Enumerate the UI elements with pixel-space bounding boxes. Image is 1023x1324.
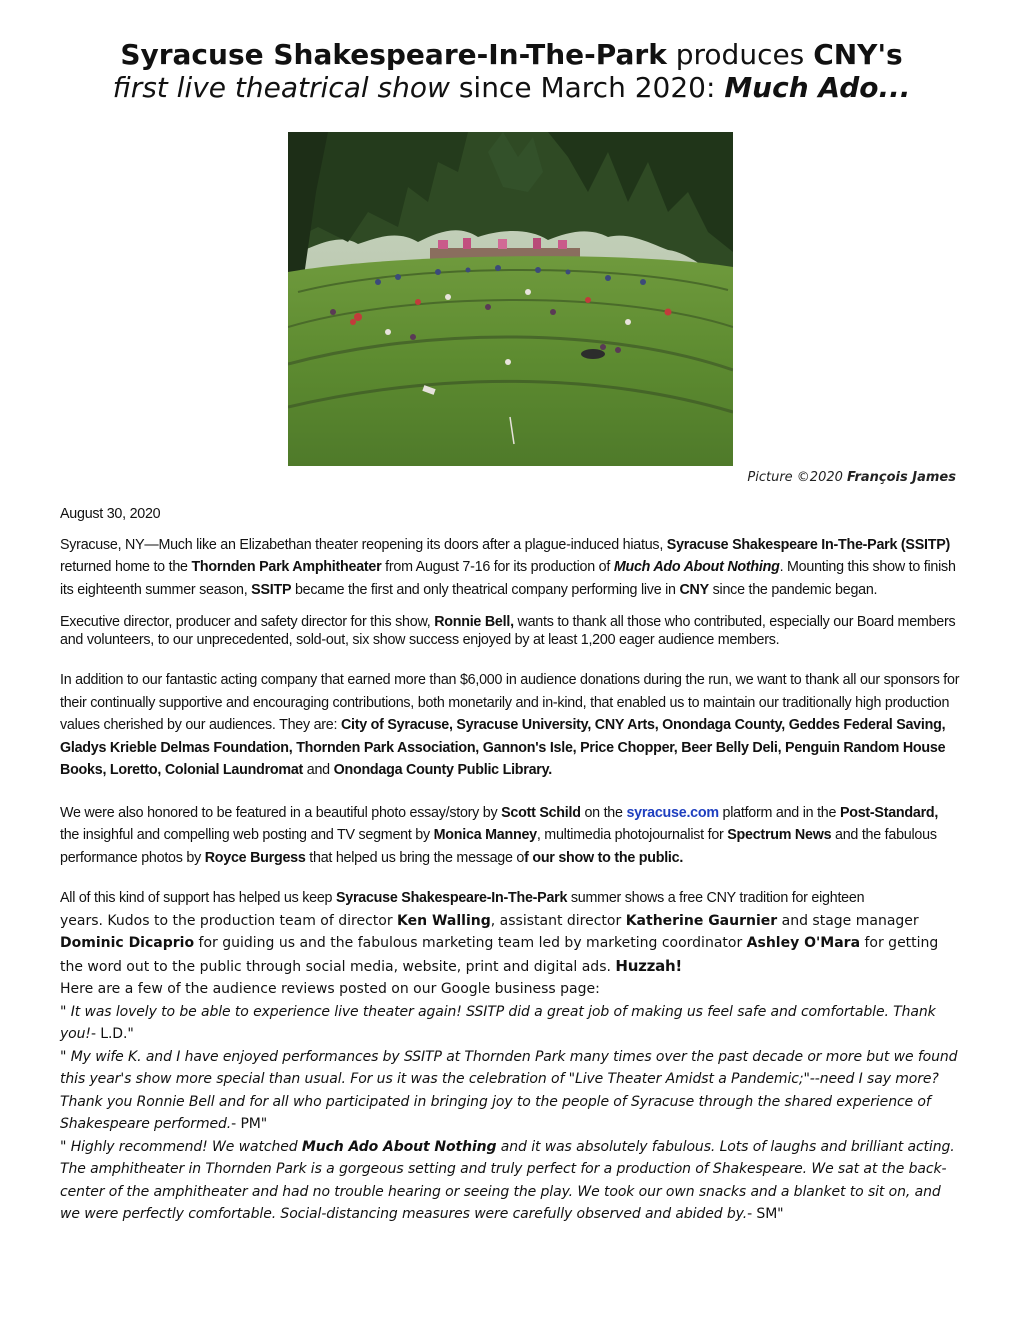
text-run: wants to thank all those who contributed, especially our Board members and volunteers, to our unprecedented, sold-out, six show success enjoyed by at least 1,200 eager audience members. <box>60 614 956 648</box>
review-text: and it was absolutely fabulous. Lots of laughs and brilliant acting. The amphitheater in Thornden Park is a gorgeous setting and truly perfect for a production of Shakespeare. We sat at the back-center of the amphitheater and had no trouble hearing or seeing the play. We took our own snacks and a blanket to sit on, and we were perfectly comfortable. Social-distancing measures were carefully observed and abided by. <box>60 1138 955 1222</box>
review-text: It was lovely to be able to experience live theater again! SSITP did a great job of making us feel safe and comfortable. Thank you! <box>60 1003 936 1042</box>
headline-text: produces <box>666 38 814 71</box>
bold-run: Royce Burgess <box>204 849 306 866</box>
text-run: and stage manager <box>777 912 919 929</box>
bold-run: Katherine Gaurnier <box>625 912 778 929</box>
show-title: Much Ado About Nothing <box>613 559 780 575</box>
headline-italic: first live theatrical show <box>112 71 450 104</box>
text-run: , multimedia photojournalist for <box>536 827 728 843</box>
quote-mark: " <box>60 1138 71 1155</box>
text-run: Syracuse, NY—Much like an Elizabethan theater reopening its doors after a plague-induced hiatus, <box>60 536 667 553</box>
review-text: Highly recommend! We watched <box>70 1138 302 1155</box>
bold-run: Syracuse Shakespeare-In-The-Park <box>335 890 568 906</box>
text-run: and the fabulous performance photos by <box>60 827 937 866</box>
bold-run: f our show to the public. <box>524 849 684 866</box>
review-signature: - PM" <box>231 1116 268 1132</box>
bold-run: Ronnie Bell, <box>434 614 514 630</box>
headline-line-1 <box>0 38 1023 71</box>
text-run: All of this kind of support has helped us keep <box>60 890 336 906</box>
huzzah-text: Huzzah! <box>615 956 682 975</box>
bold-run: Ashley O'Mara <box>746 935 861 951</box>
text-run: became the first and only theatrical company performing live in <box>291 581 680 598</box>
headline <box>0 38 1023 104</box>
headline-show-title: Much Ado... <box>724 71 911 104</box>
text-run: returned home to the <box>60 559 192 575</box>
bold-run: City of Syracuse, Syracuse University, CNY Arts, Onondaga County, Geddes Federal Saving, Gladys Krieble Delmas Foundation, Thornden Park Association, Gannon's Isle, Price Chopper, Beer Belly Deli, Penguin Random House Books, Loretto, Colonial Laundromat <box>60 717 946 778</box>
bold-run: Dominic Dicaprio <box>60 935 195 951</box>
review-signature: - L.D." <box>90 1026 134 1042</box>
review-3 <box>60 1136 960 1226</box>
caption-author: François James <box>847 470 956 485</box>
text-run: Here are a few of the audience reviews posted on our Google business page: <box>60 981 600 997</box>
photo-caption <box>747 470 956 485</box>
bold-run: Spectrum News <box>727 827 832 843</box>
paragraph-intro <box>60 534 960 602</box>
headline-region: CNY's <box>813 38 903 71</box>
headline-text-2: since March 2020: <box>449 71 725 104</box>
review-signature: - SM" <box>747 1206 784 1222</box>
article-date: August 30, 2020 <box>60 506 161 522</box>
text-run: , assistant director <box>490 912 626 929</box>
text-run: on the <box>580 804 627 821</box>
bold-run: Syracuse Shakespeare In-The-Park (SSITP) <box>666 536 950 553</box>
bold-run: Onondaga County Public Library. <box>333 762 552 778</box>
text-run: Executive director, producer and safety director for this show, <box>60 614 435 630</box>
show-title: Much Ado About Nothing <box>301 1138 497 1155</box>
paragraph-team <box>60 887 960 1001</box>
text-run: platform and in the <box>718 804 840 821</box>
bold-run: Ken Walling <box>397 912 491 929</box>
text-run: and <box>303 762 334 778</box>
review-2 <box>60 1046 960 1136</box>
text-run: summer shows a free CNY tradition for eighteen <box>567 890 865 906</box>
paragraph-media <box>60 802 960 870</box>
text-run: . Mounting this show to finish its eighteenth summer season, <box>60 559 956 598</box>
text-run: for guiding us and the fabulous marketing team led by marketing coordinator <box>194 935 747 951</box>
headline-line-2 <box>0 71 1023 104</box>
review-text: My wife K. and I have enjoyed performances by SSITP at Thornden Park many times over the past decade or more but we found this year's show more special than usual. For us it was the celebration of "Live Theater Amidst a Pandemic;"--need I say more? Thank you Ronnie Bell and for all who participated in bringing joy to the people of Syracuse through the shared experience of Shakespeare performed. <box>60 1048 958 1132</box>
amphitheater-photo <box>288 132 733 466</box>
text-run: since the pandemic began. <box>708 581 878 598</box>
quote-mark: " <box>60 1048 71 1065</box>
quote-mark: " <box>60 1003 71 1020</box>
review-1 <box>60 1001 960 1046</box>
text-run: that helped us bring the message o <box>305 849 525 866</box>
paragraph-sponsors <box>60 669 960 782</box>
text-run: years. Kudos to the production team of director <box>60 912 398 929</box>
bold-run: Thornden Park Amphitheater <box>191 559 382 575</box>
bold-run: SSITP <box>251 581 292 598</box>
text-run: for getting the word out to the public through social media, website, print and digital ads. <box>60 935 939 975</box>
bold-run: CNY <box>679 581 709 598</box>
article-body <box>60 503 960 1226</box>
paragraph-director <box>60 613 960 649</box>
bold-run: Monica Manney <box>433 827 537 843</box>
text-run: the insighful and compelling web posting and TV segment by <box>60 827 434 843</box>
syracuse-link[interactable]: syracuse.com <box>626 804 719 821</box>
text-run: In addition to our fantastic acting company that earned more than $6,000 in audience donations during the run, we want to thank all our sponsors for their continually supportive and encouraging contributions, both monetarily and in-kind, that enabled us to maintain our traditionally high production values cherished by our audiences. They are: <box>60 672 960 733</box>
text-run: from August 7-16 for its production of <box>381 559 614 575</box>
caption-prefix: Picture ©2020 <box>747 470 848 485</box>
headline-org: Syracuse Shakespeare-In-The-Park <box>120 38 667 71</box>
bold-run: Scott Schild <box>501 804 581 821</box>
text-run: We were also honored to be featured in a beautiful photo essay/story by <box>60 804 502 821</box>
bold-run: Post-Standard, <box>839 804 939 821</box>
